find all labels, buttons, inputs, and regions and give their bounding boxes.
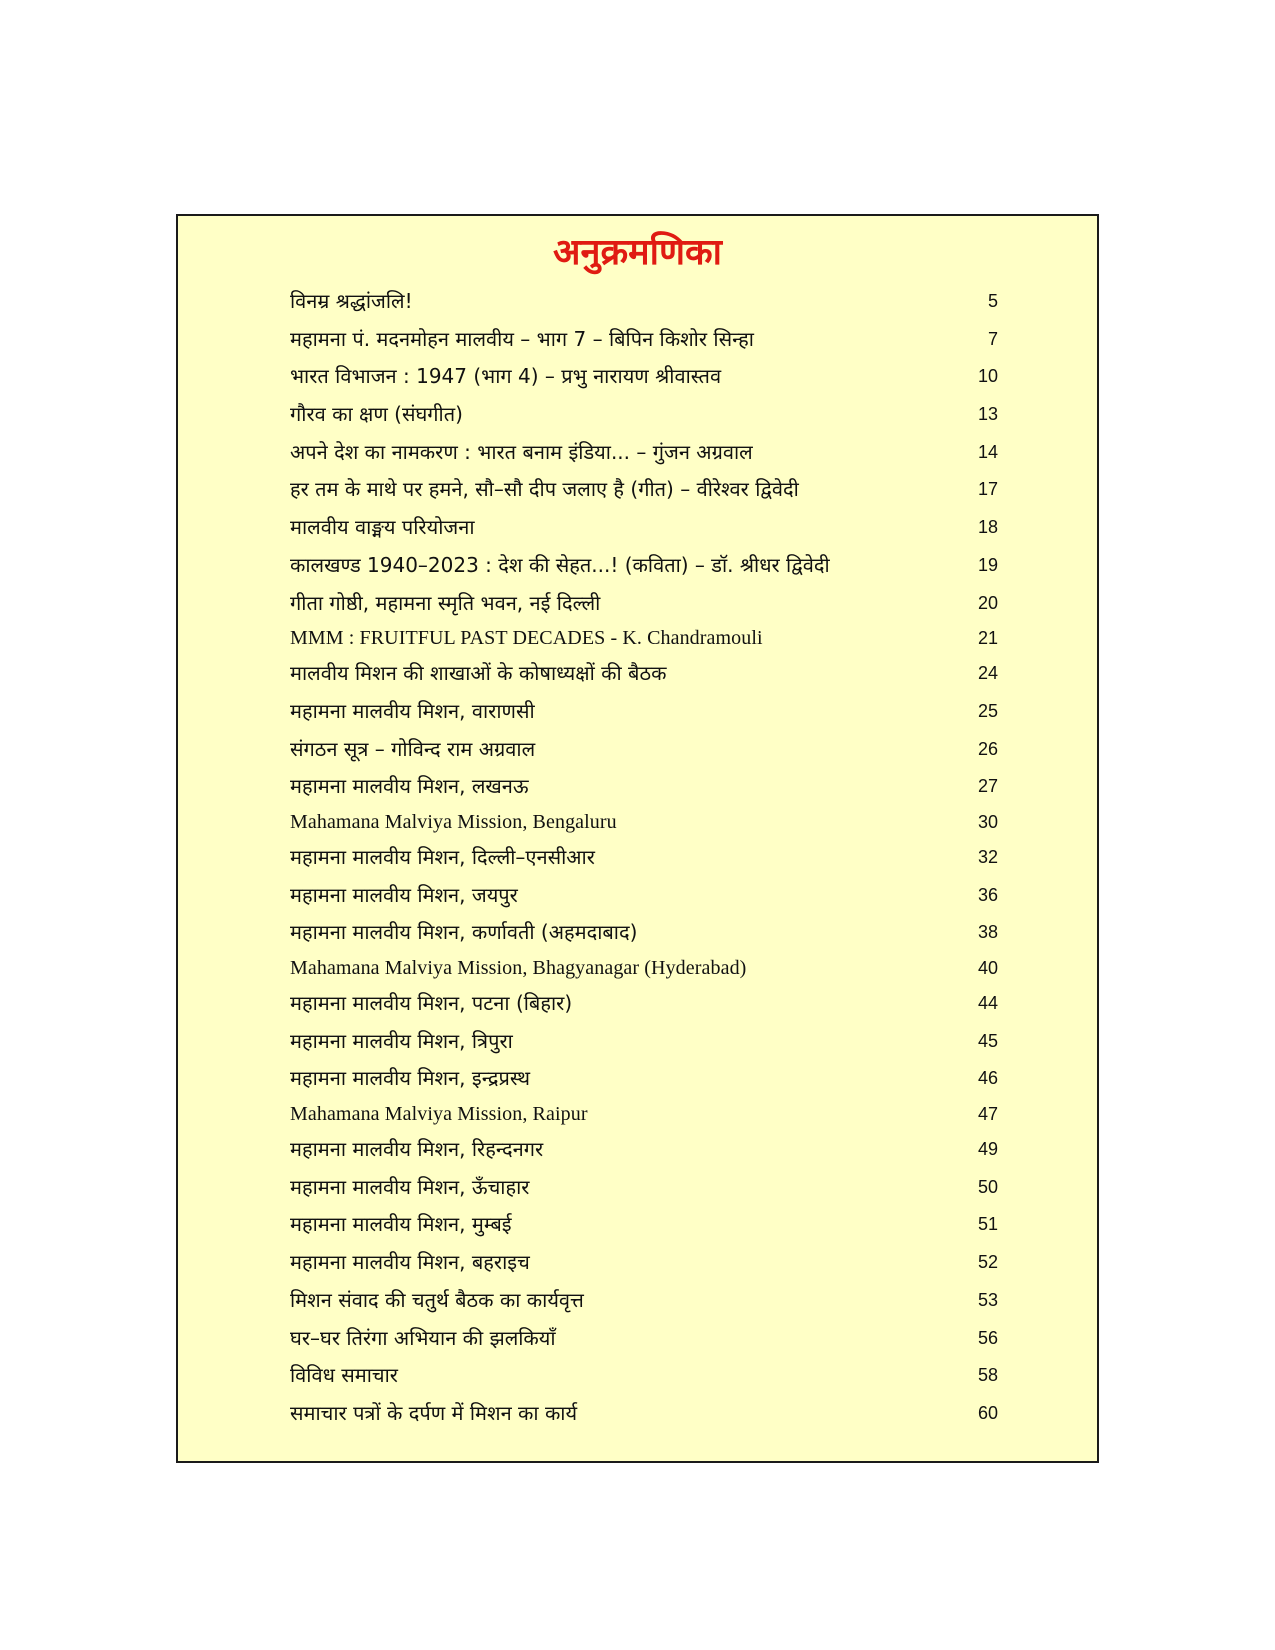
toc-entry-title: महामना मालवीय मिशन, दिल्ली–एनसीआर: [290, 844, 595, 869]
toc-entry: [290, 768, 998, 806]
toc-entry: [290, 396, 998, 434]
toc-entry: [290, 1244, 998, 1282]
toc-entry-page-number: 53: [977, 1289, 998, 1310]
toc-entry-title: कालखण्ड 1940–2023 : देश की सेहत...! (कविता) – डॉ. श्रीधर द्विवेदी: [290, 552, 830, 577]
toc-entry: [290, 1169, 998, 1207]
toc-entry-page-number: 46: [977, 1068, 998, 1089]
toc-entry-title: महामना मालवीय मिशन, लखनऊ: [290, 774, 529, 799]
toc-entry-title: मालवीय मिशन की शाखाओं के कोषाध्यक्षों की बैठक: [290, 661, 667, 686]
toc-entry: [290, 952, 998, 985]
toc-entry-page-number: 56: [977, 1327, 998, 1348]
toc-entry-page-number: 24: [977, 663, 998, 684]
toc-entry: [290, 655, 998, 693]
toc-entry: [290, 547, 998, 585]
toc-entry-page-number: 21: [977, 628, 998, 649]
toc-entry-title: समाचार पत्रों के दर्पण में मिशन का कार्य: [290, 1400, 578, 1425]
toc-entry-title: गीता गोष्ठी, महामना स्मृति भवन, नई दिल्ली: [290, 590, 601, 615]
toc-entry-title: अपने देश का नामकरण : भारत बनाम इंडिया... – गुंजन अग्रवाल: [290, 439, 753, 464]
toc-list: [290, 283, 998, 1433]
toc-entry-page-number: 25: [977, 700, 998, 721]
toc-entry: [290, 509, 998, 547]
toc-entry-page-number: 27: [977, 776, 998, 797]
toc-entry-page-number: 20: [977, 592, 998, 613]
toc-entry-page-number: 45: [977, 1030, 998, 1051]
toc-entry: [290, 1206, 998, 1244]
toc-entry-page-number: 5: [987, 291, 998, 311]
toc-entry-page-number: 13: [977, 404, 998, 425]
toc-entry-title: Mahamana Malviya Mission, Bengaluru: [290, 810, 617, 833]
toc-entry-page-number: 44: [977, 993, 998, 1013]
toc-entry-title: विनम्र श्रद्धांजलि!: [290, 289, 413, 313]
toc-entry: [290, 985, 998, 1023]
toc-entry: [290, 321, 998, 359]
toc-entry-title: संगठन सूत्र – गोविन्द राम अग्रवाल: [290, 736, 536, 761]
toc-entry-page-number: 26: [977, 738, 998, 759]
toc-entry: [290, 1357, 998, 1395]
toc-entry-page-number: 50: [977, 1176, 998, 1197]
toc-entry-page-number: 10: [977, 366, 998, 387]
toc-entry-title: महामना मालवीय मिशन, कर्णावती (अहमदाबाद): [290, 920, 638, 945]
toc-entry: [290, 1023, 998, 1061]
toc-entry: [290, 731, 998, 769]
toc-entry-page-number: 51: [977, 1214, 998, 1235]
toc-entry-page-number: 38: [977, 922, 998, 943]
toc-entry: [290, 1395, 998, 1433]
toc-entry: [290, 839, 998, 877]
toc-entry: [290, 1131, 998, 1169]
toc-entry: [290, 1098, 998, 1131]
toc-entry: [290, 914, 998, 952]
toc-entry-page-number: 60: [977, 1402, 998, 1423]
table-of-contents-panel: [176, 214, 1099, 1463]
toc-entry-title: महामना मालवीय मिशन, बहराइच: [290, 1250, 530, 1275]
toc-entry-page-number: 40: [977, 958, 998, 978]
toc-entry-title: विविध समाचार: [290, 1363, 398, 1388]
toc-entry-page-number: 58: [977, 1365, 998, 1386]
toc-entry: [290, 434, 998, 472]
toc-entry-page-number: 30: [977, 811, 998, 832]
toc-entry-page-number: 14: [977, 441, 998, 462]
toc-entry-page-number: 52: [977, 1252, 998, 1273]
toc-entry-page-number: 49: [977, 1139, 998, 1160]
toc-entry-title: महामना मालवीय मिशन, जयपुर: [290, 882, 518, 907]
toc-entry: [290, 1282, 998, 1320]
toc-entry-page-number: 19: [977, 554, 998, 575]
toc-entry-page-number: 17: [977, 479, 998, 500]
toc-entry-page-number: 7: [987, 328, 998, 349]
toc-entry-title: महामना मालवीय मिशन, इन्द्रप्रस्थ: [290, 1066, 531, 1091]
toc-entry-title: Mahamana Malviya Mission, Bhagyanagar (Hyderabad): [290, 957, 747, 979]
toc-entry-page-number: 36: [977, 884, 998, 905]
toc-entry: [290, 471, 998, 509]
toc-entry-title: Mahamana Malviya Mission, Raipur: [290, 1103, 588, 1126]
toc-entry-title: महामना मालवीय मिशन, वाराणसी: [290, 698, 535, 723]
toc-entry: [290, 1060, 998, 1098]
toc-entry-page-number: 47: [977, 1104, 998, 1125]
toc-entry-title: महामना पं. मदनमोहन मालवीय – भाग 7 – बिपिन किशोर सिन्हा: [290, 326, 754, 351]
toc-entry: [290, 693, 998, 731]
toc-entry: [290, 877, 998, 915]
toc-entry-title: MMM : FRUITFUL PAST DECADES - K. Chandramouli: [290, 627, 763, 650]
toc-entry-title: महामना मालवीय मिशन, त्रिपुरा: [290, 1028, 513, 1053]
toc-entry-title: हर तम के माथे पर हमने, सौ–सौ दीप जलाए है (गीत) – वीरेश्वर द्विवेदी: [290, 477, 799, 502]
toc-entry-title: महामना मालवीय मिशन, मुम्बई: [290, 1212, 512, 1237]
toc-entry-title: घर–घर तिरंगा अभियान की झलकियाँ: [290, 1325, 556, 1350]
toc-entry-title: मिशन संवाद की चतुर्थ बैठक का कार्यवृत्त: [290, 1287, 584, 1312]
toc-entry-page-number: 18: [977, 517, 998, 538]
toc-entry: [290, 1320, 998, 1358]
toc-entry: [290, 283, 998, 321]
toc-entry: [290, 806, 998, 839]
toc-entry-title: महामना मालवीय मिशन, पटना (बिहार): [290, 991, 573, 1015]
toc-entry: [290, 358, 998, 396]
toc-entry-page-number: 32: [977, 846, 998, 867]
toc-title: अनुक्रमणिका: [553, 232, 722, 273]
toc-entry-title: महामना मालवीय मिशन, ऊँचाहार: [290, 1174, 530, 1199]
toc-entry: [290, 622, 998, 655]
toc-entry-title: भारत विभाजन : 1947 (भाग 4) – प्रभु नारायण श्रीवास्तव: [290, 364, 722, 389]
toc-entry-title: गौरव का क्षण (संघगीत): [290, 402, 463, 427]
toc-entry-title: मालवीय वाङ्मय परियोजना: [290, 515, 475, 540]
toc-entry-title: महामना मालवीय मिशन, रिहन्दनगर: [290, 1137, 544, 1162]
toc-entry: [290, 585, 998, 623]
